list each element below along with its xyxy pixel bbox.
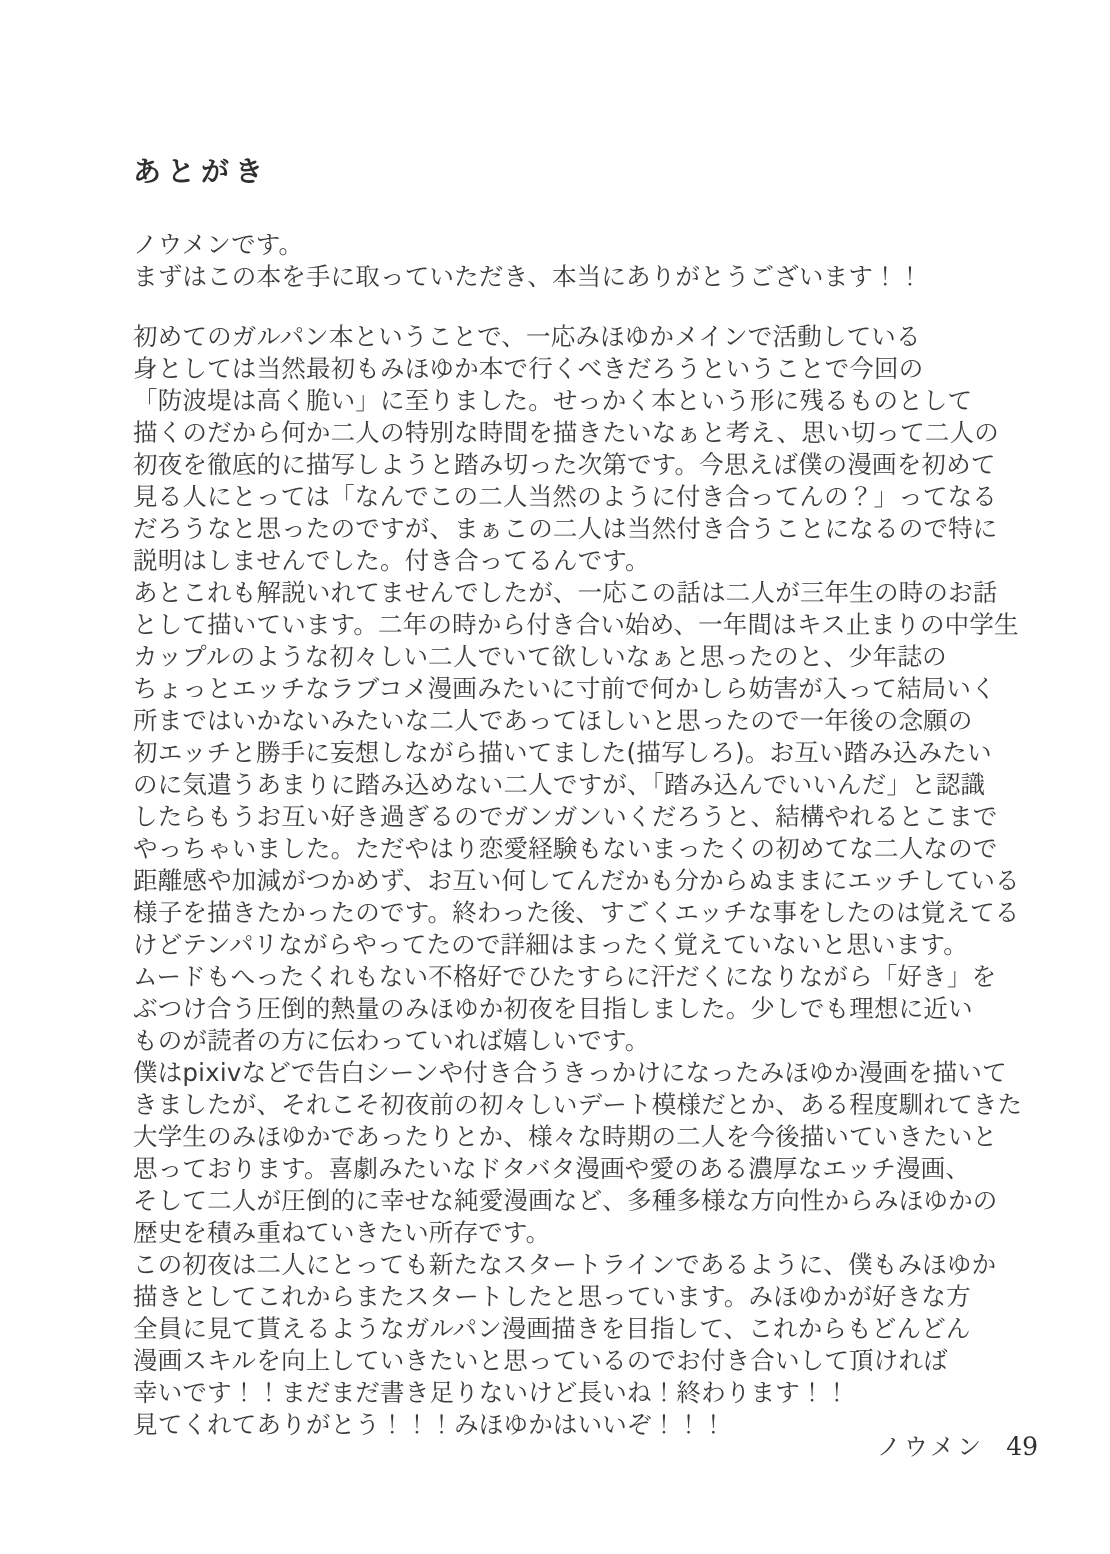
body-line: 描きとしてこれからまたスタートしたと思っています。みほゆかが好きな方 bbox=[133, 1282, 971, 1311]
body-line: やっちゃいました。ただやはり恋愛経験もないまったくの初めてな二人なので bbox=[133, 834, 998, 863]
body-line: きましたが、それこそ初夜前の初々しいデート模様だとか、ある程度馴れてきた bbox=[133, 1090, 1023, 1119]
body-line: 僕はpixivなどで告白シーンや付き合うきっかけになったみほゆか漫画を描いて bbox=[133, 1058, 1007, 1087]
intro-line: ノウメンです。 bbox=[133, 230, 304, 259]
body-line: 大学生のみほゆかであったりとか、様々な時期の二人を今後描いていきたいと bbox=[133, 1122, 998, 1151]
body-line: したらもうお互い好き過ぎるのでガンガンいくだろうと、結構やれるとこまで bbox=[133, 802, 998, 831]
intro-paragraph bbox=[133, 229, 1043, 293]
body-line: 説明はしませんでした。付き合ってるんです。 bbox=[133, 546, 650, 575]
body-line: 思っております。喜劇みたいなドタバタ漫画や愛のある濃厚なエッチ漫画、 bbox=[133, 1154, 971, 1183]
body-line: だろうなと思ったのですが、まぁこの二人は当然付き合うことになるので特に bbox=[133, 514, 998, 543]
body-line: 様子を描きたかったのです。終わった後、すごくエッチな事をしたのは覚えてる bbox=[133, 898, 1020, 927]
author-signature: ノウメン bbox=[876, 1433, 985, 1461]
body-line: 距離感や加減がつかめず、お互い何してんだかも分からぬままにエッチしている bbox=[133, 866, 1020, 895]
page-content bbox=[133, 155, 1043, 1467]
body-line: 初エッチと勝手に妄想しながら描いてました(描写しろ)。お互い踏み込みたい bbox=[133, 738, 992, 767]
body-paragraph bbox=[133, 321, 1043, 1441]
body-line: 見てくれてありがとう！！！みほゆかはいいぞ！！！ bbox=[133, 1410, 726, 1439]
body-line: のに気遣うあまりに踏み込めない二人ですが、「踏み込んでいいんだ」と認識 bbox=[133, 770, 986, 799]
body-line: ぶつけ合う圧倒的熱量のみほゆか初夜を目指しました。少しでも理想に近い bbox=[133, 994, 973, 1023]
body-line: 見る人にとっては「なんでこの二人当然のように付き合ってんの？」ってなる bbox=[133, 482, 998, 511]
page-title: あとがき bbox=[133, 155, 270, 188]
body-line: そして二人が圧倒的に幸せな純愛漫画など、多種多様な方向性からみほゆかの bbox=[133, 1186, 998, 1215]
page-number: 49 bbox=[1006, 1432, 1038, 1461]
body-line: この初夜は二人にとっても新たなスタートラインであるように、僕もみほゆか bbox=[133, 1250, 997, 1279]
body-line: 歴史を積み重ねていきたい所存です。 bbox=[133, 1218, 551, 1247]
body-line: ちょっとエッチなラブコメ漫画みたいに寸前で何かしら妨害が入って結局いく bbox=[133, 674, 996, 703]
body-line: 幸いです！！まだまだ書き足りないけど長いね！終わります！！ bbox=[133, 1378, 850, 1407]
body-line: ものが読者の方に伝わっていれば嬉しいです。 bbox=[133, 1026, 650, 1055]
body-line: 漫画スキルを向上していきたいと思っているのでお付き合いして頂ければ bbox=[133, 1346, 948, 1375]
body-line: ムードもへったくれもない不格好でひたすらに汗だくになりながら「好き」を bbox=[133, 962, 997, 991]
body-line: 「防波堤は高く脆い」に至りました。せっかく本という形に残るものとして bbox=[133, 386, 973, 415]
body-line: 所まではいかないみたいな二人であってほしいと思ったので一年後の念願の bbox=[133, 706, 973, 735]
body-line: 描くのだから何か二人の特別な時間を描きたいなぁと考え、思い切って二人の bbox=[133, 418, 999, 447]
body-line: あとこれも解説いれてませんでしたが、一応この話は二人が三年生の時のお話 bbox=[133, 578, 998, 607]
body-line: 初めてのガルパン本ということで、一応みほゆかメインで活動している bbox=[133, 322, 921, 351]
body-line: けどテンパリながらやってたので詳細はまったく覚えていないと思います。 bbox=[133, 930, 968, 959]
body-line: カップルのような初々しい二人でいて欲しいなぁと思ったのと、少年誌の bbox=[133, 642, 947, 671]
body-line: 初夜を徹底的に描写しようと踏み切った次第です。今思えば僕の漫画を初めて bbox=[133, 450, 996, 479]
intro-line: まずはこの本を手に取っていただき、本当にありがとうございます！！ bbox=[133, 262, 923, 291]
body-line: 身としては当然最初もみほゆか本で行くべきだろうということで今回の bbox=[133, 354, 924, 383]
body-line: として描いています。二年の時から付き合い始め、一年間はキス止まりの中学生 bbox=[133, 610, 1019, 639]
body-line: 全員に見て貰えるようなガルパン漫画描きを目指して、これからもどんどん bbox=[133, 1314, 971, 1343]
